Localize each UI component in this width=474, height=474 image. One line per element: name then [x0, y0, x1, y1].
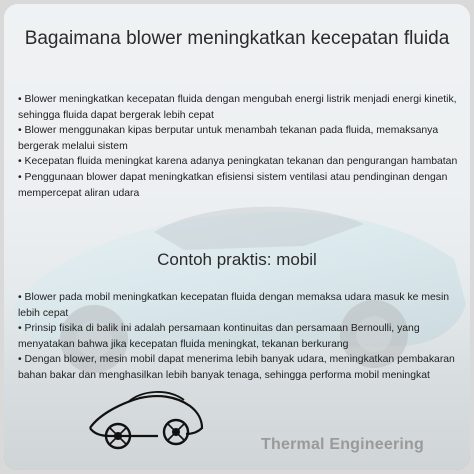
brand-label: Thermal Engineering [261, 436, 424, 453]
list-item: • Blower menggunakan kipas berputar untuk menambah tekanan pada fluida, memaksanya bergerak melalui sistem [18, 125, 439, 152]
page-title: Bagaimana blower meningkatkan kecepatan fluida [24, 28, 450, 49]
list-item: • Prinsip fisika di balik ini adalah persamaan kontinuitas dan persamaan Bernoulli, yang menyatakan bahwa jika kecepatan fluida meningkat, tekanan berkurang [18, 323, 420, 350]
list-item: • Blower pada mobil meningkatkan kecepatan fluida dengan memaksa udara masuk ke mesin lebih cepat [18, 292, 450, 319]
section1-bullets [18, 92, 460, 201]
list-item: • Kecepatan fluida meningkat karena adanya peningkatan tekanan dan pengurangan hambatan [18, 156, 458, 168]
section2-bullets [18, 290, 460, 384]
infographic-card [4, 4, 470, 470]
background-overlay [4, 4, 470, 470]
list-item: • Dengan blower, mesin mobil dapat menerima lebih banyak udara, meningkatkan pembakaran bahan bakar dan menghasilkan lebih banyak tenaga, sehingga performa mobil meningkat [18, 354, 455, 381]
section2-heading: Contoh praktis: mobil [157, 250, 317, 269]
list-item: • Penggunaan blower dapat meningkatkan efisiensi sistem ventilasi atau pendinginan dengan mempercepat aliran udara [18, 171, 448, 199]
car-sketch-icon [88, 376, 206, 454]
list-item: • Blower meningkatkan kecepatan fluida dengan mengubah energi listrik menjadi energi kinetik, sehingga fluida dapat bergerak lebih cepat [18, 94, 457, 121]
